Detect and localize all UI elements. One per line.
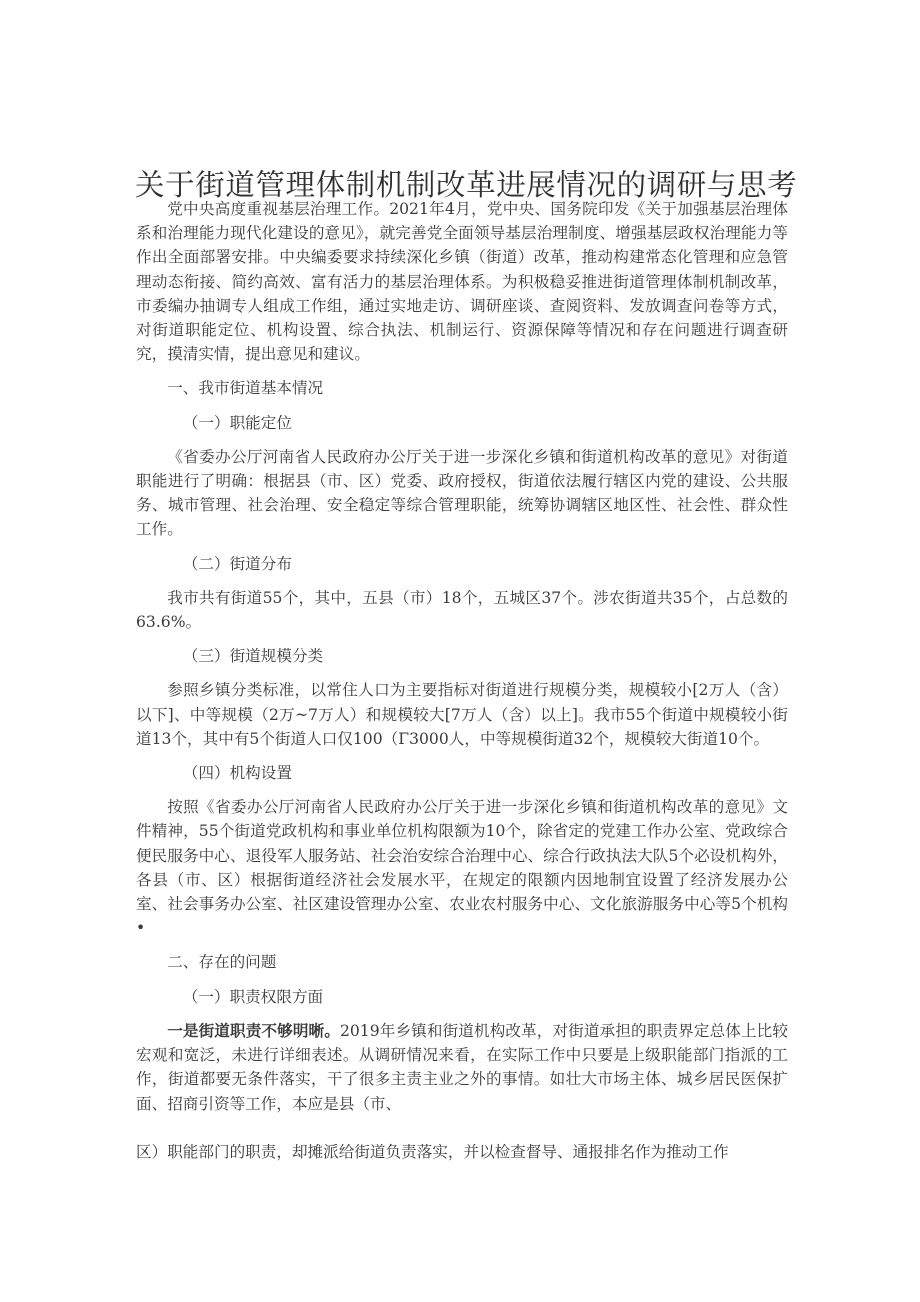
section-2-sub-1-body: 2019年乡镇和街道机构改革，对街道承担的职责界定总体上比较宏观和宽泛，未进行详细表述。从调研情况来看，在实际工作中只要是上级职能部门指派的工作，街道都要无条件落实，干了很多主责主业之外的事情。如壮大市场主体、城乡居民医保扩面、招商引资等工作，本应是县（市、 [136, 1021, 788, 1113]
section-1-sub-2-text: 我市共有街道55个，其中，五县（市）18个，五城区37个。涉农街道共35个，占总数的63.6%。 [136, 588, 788, 632]
document-body [136, 197, 788, 1164]
section-1-sub-2-heading: （二）街道分布 [182, 554, 292, 573]
section-2-sub-1-text [136, 1019, 788, 1116]
section-2-heading: 二、存在的问题 [167, 953, 277, 972]
section-1-heading: 一、我市街道基本情况 [167, 379, 324, 398]
document-title: 关于街道管理体制机制改革进展情况的调研与思考 [135, 167, 798, 202]
section-1-sub-3-text: 参照乡镇分类标准，以常住人口为主要指标对街道进行规模分类，规模较小[2万人（含）以下]、中等规模（2万~7万人）和规模较大[7万人（含）以上]。我市55个街道中规模较小街道13个，其中有5个街道人口仅100（Γ3000人，中等规模街道32个，规模较大街道10个。 [136, 681, 788, 748]
section-2-sub-1-continued: 区）职能部门的职责，却摊派给街道负责落实，并以检查督导、通报排名作为推动工作 [136, 1142, 729, 1161]
section-1-sub-4-text: 按照《省委办公厅河南省人民政府办公厅关于进一步深化乡镇和街道机构改革的意见》文件精神，55个街道党政机构和事业单位机构限额为10个，除省定的党建工作办公室、党政综合便民服务中心、退役军人服务站、社会治安综合治理中心、综合行政执法大队5个必设机构外，各县（市、区）根据街道经济社会发展水平，在规定的限额内因地制宜设置了经济发展办公室、社会事务办公室、社区建设管理办公室、农业农村服务中心、文化旅游服务中心等5个机构• [136, 798, 788, 938]
intro-paragraph: 党中央高度重视基层治理工作。2021年4月，党中央、国务院印发《关于加强基层治理体系和治理能力现代化建设的意见》，就完善党全面领导基层治理制度、增强基层政权治理能力等作出全面部署安排。中央编委要求持续深化乡镇（街道）改革，推动构建常态化管理和应急管理动态衔接、简约高效、富有活力的基层治理体系。为积极稳妥推进街道管理体制机制改革，市委编办抽调专人组成工作组，通过实地走访、调研座谈、查阅资料、发放调查问卷等方式，对街道职能定位、机构设置、综合执法、机制运行、资源保障等情况和存在问题进行调查研究，摸清实情，提出意见和建议。 [136, 200, 788, 364]
section-2-sub-1-heading: （一）职责权限方面 [182, 987, 324, 1006]
section-1-sub-1-text: 《省委办公厅河南省人民政府办公厅关于进一步深化乡镇和街道机构改革的意见》对街道职能进行了明确：根据县（市、区）党委、政府授权，街道依法履行辖区内党的建设、公共服务、城市管理、社会治理、安全稳定等综合管理职能，统筹协调辖区地区性、社会性、群众性工作。 [136, 447, 788, 539]
section-2-sub-1-lead: 一是街道职责不够明晰。 [167, 1020, 340, 1040]
section-1-sub-1-heading: （一）职能定位 [182, 413, 292, 432]
section-1-sub-3-heading: （三）街道规模分类 [182, 647, 324, 666]
section-1-sub-4-heading: （四）机构设置 [182, 764, 292, 783]
